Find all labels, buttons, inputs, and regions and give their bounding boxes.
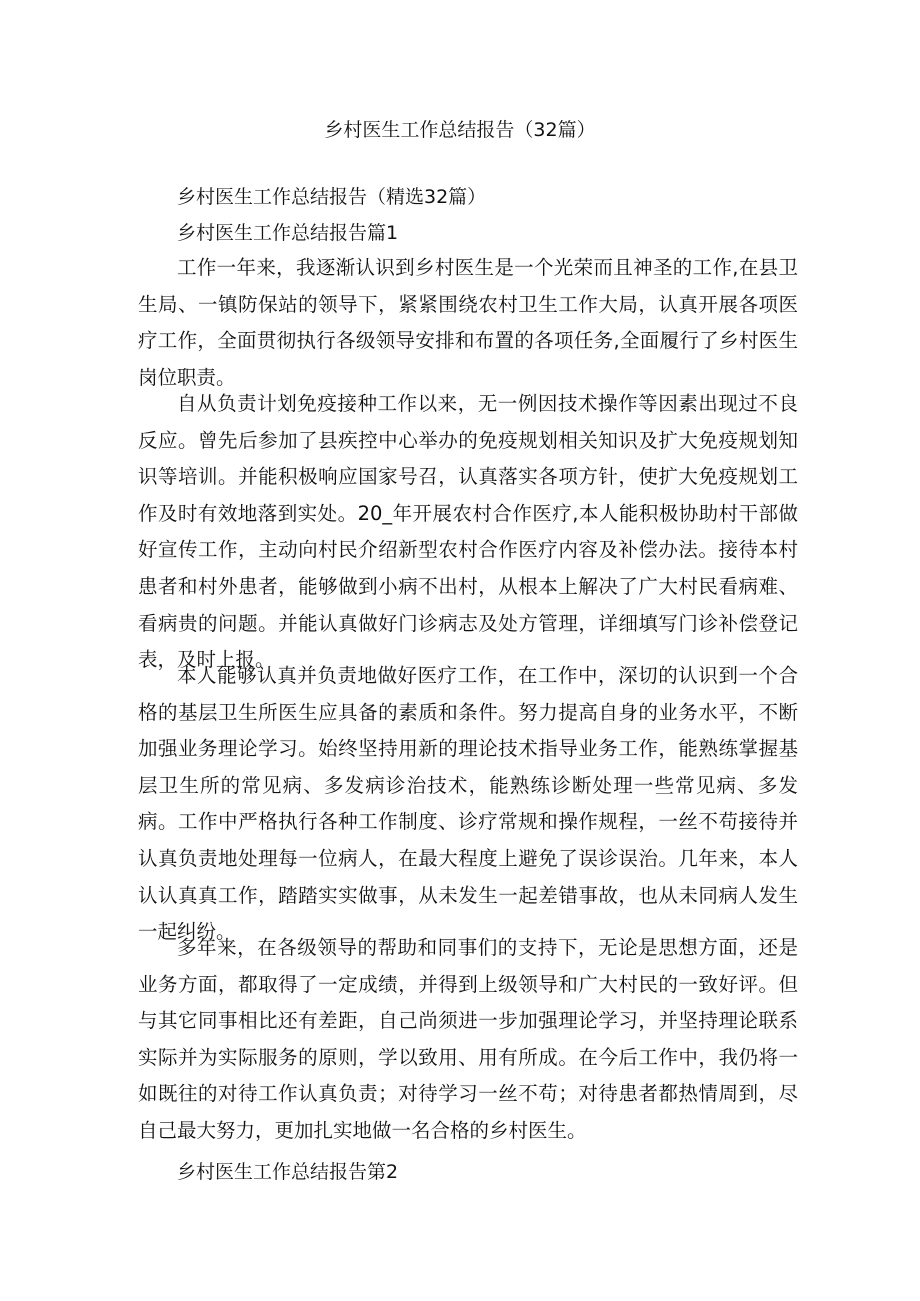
section-heading-2: 乡村医生工作总结报告第2 [177,1161,399,1183]
paragraph-block-1 [138,250,798,396]
document-subtitle: 乡村医生工作总结报告（精选32篇） [177,186,487,208]
paragraph-block-2 [138,386,798,679]
paragraph-block-4 [138,930,798,1150]
paragraph-block-3 [138,658,798,951]
document-title: 乡村医生工作总结报告（32篇） [324,119,596,141]
paragraph: 本人能够认真并负责地做好医疗工作，在工作中，深切的认识到一个合格的基层卫生所医生应具备的素质和条件。努力提高自身的业务水平，不断加强业务理论学习。始终坚持用新的理论技术指导业务工作，能熟练掌握基层卫生所的常见病、多发病诊治技术，能熟练诊断处理一些常见病、多发病。工作中严格执行各种工作制度、诊疗常规和操作规程，一丝不苟接待并认真负责地处理每一位病人，在最大程度上避免了误诊误治。几年来，本人认认真真工作，踏踏实实做事，从未发生一起差错事故，也从未同病人发生一起纠纷。 [138,664,798,944]
paragraph: 工作一年来，我逐渐认识到乡村医生是一个光荣而且神圣的工作,在县卫生局、一镇防保站的领导下，紧紧围绕农村卫生工作大局，认真开展各项医疗工作，全面贯彻执行各级领导安排和布置的各项任务,全面履行了乡村医生岗位职责。 [138,256,798,389]
paragraph: 自从负责计划免疫接种工作以来，无一例因技术操作等因素出现过不良反应。曾先后参加了县疾控中心举办的免疫规划相关知识及扩大免疫规划知识等培训。并能积极响应国家号召，认真落实各项方针，使扩大免疫规划工作及时有效地落到实处。20_年开展农村合作医疗,本人能积极协助村干部做好宣传工作，主动向村民介绍新型农村合作医疗内容及补偿办法。接待本村患者和村外患者，能够做到小病不出村，从根本上解决了广大村民看病难、看病贵的问题。并能认真做好门诊病志及处方管理，详细填写门诊补偿登记表，及时上报。 [138,392,798,672]
paragraph: 多年来，在各级领导的帮助和同事们的支持下，无论是思想方面，还是业务方面，都取得了一定成绩，并得到上级领导和广大村民的一致好评。但与其它同事相比还有差距，自己尚须进一步加强理论学习，并坚持理论联系实际并为实际服务的原则，学以致用、用有所成。在今后工作中，我仍将一如既往的对待工作认真负责；对待学习一丝不苟；对待患者都热情周到，尽自己最大努力，更加扎实地做一名合格的乡村医生。 [138,936,798,1142]
section-heading-1: 乡村医生工作总结报告篇1 [177,222,399,244]
